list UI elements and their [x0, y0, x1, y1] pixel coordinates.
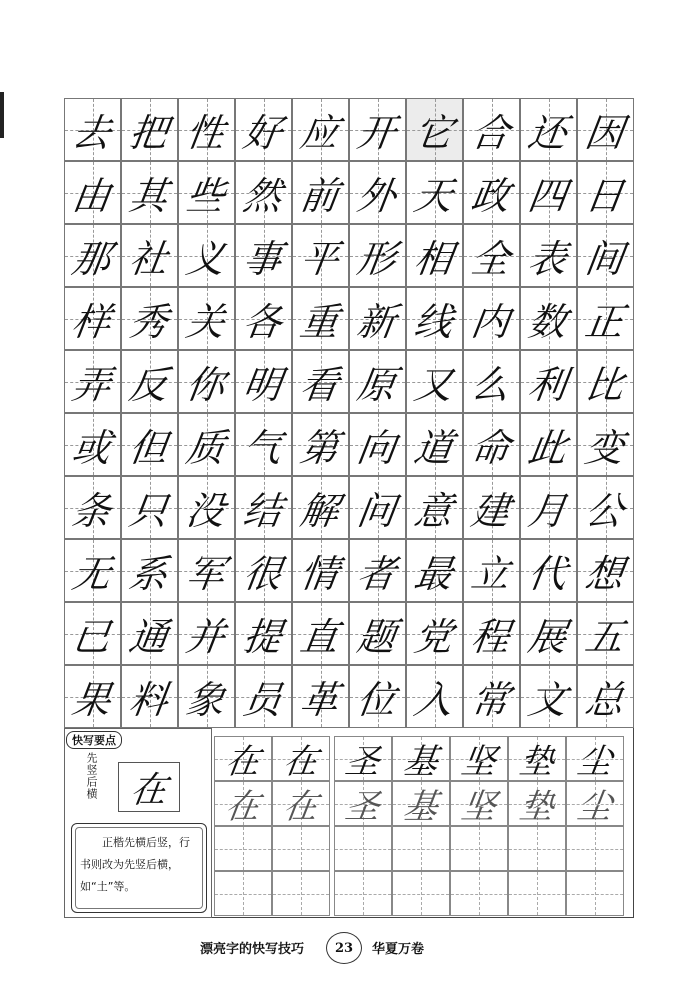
practice-char: 基 — [400, 742, 441, 782]
practice-char: 尘 — [574, 742, 615, 782]
grid-cell — [235, 413, 292, 476]
grid-char: 关 — [183, 300, 229, 344]
grid-char: 又 — [411, 363, 457, 407]
grid-cell — [121, 476, 178, 539]
grid-cell — [349, 539, 406, 602]
grid-cell — [577, 413, 634, 476]
grid-cell — [292, 665, 349, 728]
grid-cell — [178, 224, 235, 287]
grid-char: 气 — [240, 426, 286, 470]
grid-char: 公 — [582, 489, 628, 533]
grid-cell — [577, 161, 634, 224]
grid-char: 军 — [183, 552, 229, 596]
practice-row — [214, 736, 634, 781]
grid-cell — [406, 98, 463, 161]
grid-char: 义 — [183, 237, 229, 281]
grid-cell — [292, 287, 349, 350]
grid-char: 展 — [525, 615, 571, 659]
grid-char: 系 — [126, 552, 172, 596]
practice-cell — [272, 871, 330, 916]
practice-grid — [214, 736, 634, 918]
grid-char: 表 — [525, 237, 571, 281]
grid-char: 情 — [297, 552, 343, 596]
grid-cell — [349, 476, 406, 539]
grid-row — [64, 539, 634, 602]
practice-char: 圣 — [342, 787, 383, 827]
grid-cell — [406, 476, 463, 539]
grid-char: 好 — [240, 111, 286, 155]
grid-char: 建 — [468, 489, 514, 533]
grid-cell — [235, 350, 292, 413]
grid-char: 五 — [582, 615, 628, 659]
tip-rule: 先竖后横 — [85, 752, 98, 800]
grid-cell — [178, 602, 235, 665]
grid-char: 没 — [183, 489, 229, 533]
practice-char: 基 — [400, 787, 441, 827]
practice-cell — [392, 781, 450, 826]
grid-cell — [349, 287, 406, 350]
grid-cell — [292, 98, 349, 161]
practice-cell — [450, 781, 508, 826]
grid-cell — [178, 350, 235, 413]
grid-cell — [235, 224, 292, 287]
grid-cell — [406, 161, 463, 224]
grid-char: 利 — [525, 363, 571, 407]
grid-cell — [577, 476, 634, 539]
grid-char: 日 — [582, 174, 628, 218]
grid-cell — [178, 161, 235, 224]
grid-char: 果 — [69, 678, 115, 722]
grid-char: 题 — [354, 615, 400, 659]
grid-char: 看 — [297, 363, 343, 407]
grid-char: 你 — [183, 363, 229, 407]
grid-row — [64, 665, 634, 728]
grid-char: 开 — [354, 111, 400, 155]
grid-cell — [463, 350, 520, 413]
grid-char: 明 — [240, 363, 286, 407]
grid-cell — [121, 287, 178, 350]
grid-char: 线 — [411, 300, 457, 344]
grid-cell — [121, 665, 178, 728]
footer-title: 漂亮字的快写技巧 — [200, 942, 305, 957]
grid-char: 数 — [525, 300, 571, 344]
grid-cell — [349, 224, 406, 287]
grid-char: 只 — [126, 489, 172, 533]
grid-char: 结 — [240, 489, 286, 533]
grid-cell — [121, 350, 178, 413]
grid-cell — [349, 98, 406, 161]
grid-cell — [520, 602, 577, 665]
practice-char: 圣 — [342, 742, 383, 782]
practice-cell — [214, 781, 272, 826]
grid-cell — [292, 350, 349, 413]
grid-char: 员 — [240, 678, 286, 722]
tip-note-box — [71, 823, 207, 913]
grid-char: 还 — [525, 111, 571, 155]
grid-cell — [463, 413, 520, 476]
grid-char: 此 — [525, 426, 571, 470]
grid-char: 入 — [411, 678, 457, 722]
grid-char: 然 — [240, 174, 286, 218]
grid-char: 想 — [582, 552, 628, 596]
character-grid — [64, 98, 634, 728]
binding-mark — [0, 92, 4, 138]
practice-char: 在 — [280, 787, 321, 827]
grid-cell — [178, 665, 235, 728]
page-number: 23 — [326, 932, 362, 964]
grid-char: 已 — [69, 615, 115, 659]
grid-cell — [520, 539, 577, 602]
practice-cell — [566, 826, 624, 871]
grid-cell — [292, 602, 349, 665]
grid-char: 事 — [240, 237, 286, 281]
grid-cell — [520, 665, 577, 728]
grid-char: 重 — [297, 300, 343, 344]
grid-cell — [235, 539, 292, 602]
practice-cell — [272, 736, 330, 781]
tip-note-text: 正楷先横后竖，行书则改为先竖后横，如“土”等。 — [80, 836, 190, 893]
grid-cell — [64, 161, 121, 224]
grid-char: 政 — [468, 174, 514, 218]
grid-char: 内 — [468, 300, 514, 344]
grid-cell — [235, 476, 292, 539]
grid-row — [64, 287, 634, 350]
grid-cell — [577, 350, 634, 413]
grid-cell — [577, 287, 634, 350]
grid-cell — [235, 98, 292, 161]
grid-cell — [178, 413, 235, 476]
grid-cell — [121, 224, 178, 287]
grid-cell — [64, 350, 121, 413]
grid-char: 很 — [240, 552, 286, 596]
grid-cell — [292, 476, 349, 539]
grid-char: 全 — [468, 237, 514, 281]
practice-cell — [392, 736, 450, 781]
grid-cell — [292, 539, 349, 602]
grid-char: 者 — [354, 552, 400, 596]
grid-cell — [577, 665, 634, 728]
grid-cell — [406, 287, 463, 350]
grid-cell — [235, 287, 292, 350]
grid-cell — [64, 476, 121, 539]
grid-cell — [406, 539, 463, 602]
tip-tag: 快写要点 — [66, 731, 122, 749]
practice-cell — [214, 871, 272, 916]
grid-char: 直 — [297, 615, 343, 659]
grid-char: 前 — [297, 174, 343, 218]
grid-char: 四 — [525, 174, 571, 218]
practice-cell — [334, 826, 392, 871]
grid-cell — [577, 539, 634, 602]
grid-cell — [463, 224, 520, 287]
grid-char: 提 — [240, 615, 286, 659]
grid-char: 但 — [126, 426, 172, 470]
grid-char: 各 — [240, 300, 286, 344]
grid-char: 相 — [411, 237, 457, 281]
practice-cell — [334, 736, 392, 781]
grid-cell — [349, 350, 406, 413]
grid-cell — [520, 224, 577, 287]
grid-char: 命 — [468, 426, 514, 470]
practice-cell — [566, 781, 624, 826]
practice-cell — [508, 736, 566, 781]
grid-cell — [121, 539, 178, 602]
grid-cell — [349, 413, 406, 476]
grid-cell — [406, 602, 463, 665]
grid-cell — [64, 413, 121, 476]
grid-cell — [349, 665, 406, 728]
grid-cell — [520, 350, 577, 413]
grid-char: 原 — [354, 363, 400, 407]
grid-char: 常 — [468, 678, 514, 722]
grid-cell — [178, 287, 235, 350]
grid-char: 文 — [525, 678, 571, 722]
grid-char: 第 — [297, 426, 343, 470]
practice-cell — [392, 871, 450, 916]
practice-cell — [214, 736, 272, 781]
practice-cell — [334, 871, 392, 916]
grid-char: 外 — [354, 174, 400, 218]
grid-row — [64, 476, 634, 539]
grid-cell — [520, 161, 577, 224]
practice-char: 在 — [280, 742, 321, 782]
practice-cell — [508, 826, 566, 871]
practice-cell — [214, 826, 272, 871]
grid-char: 反 — [126, 363, 172, 407]
grid-char: 把 — [126, 111, 172, 155]
grid-row — [64, 161, 634, 224]
grid-char: 性 — [183, 111, 229, 155]
grid-char: 立 — [468, 552, 514, 596]
practice-cell — [508, 781, 566, 826]
grid-char: 料 — [126, 678, 172, 722]
grid-char: 合 — [468, 111, 514, 155]
practice-cell — [272, 781, 330, 826]
grid-cell — [64, 98, 121, 161]
grid-char: 总 — [582, 678, 628, 722]
grid-char: 弄 — [69, 363, 115, 407]
grid-char: 比 — [582, 363, 628, 407]
practice-char: 坚 — [458, 787, 499, 827]
grid-char: 程 — [468, 615, 514, 659]
grid-char: 革 — [297, 678, 343, 722]
grid-cell — [178, 98, 235, 161]
practice-cell — [566, 871, 624, 916]
grid-cell — [121, 161, 178, 224]
grid-cell — [406, 665, 463, 728]
grid-char: 月 — [525, 489, 571, 533]
grid-cell — [235, 665, 292, 728]
practice-cell — [272, 826, 330, 871]
grid-char: 应 — [297, 111, 343, 155]
grid-char: 象 — [183, 678, 229, 722]
grid-cell — [463, 161, 520, 224]
grid-cell — [64, 665, 121, 728]
grid-cell — [463, 539, 520, 602]
practice-cell — [392, 826, 450, 871]
grid-row — [64, 350, 634, 413]
grid-char: 最 — [411, 552, 457, 596]
grid-char: 道 — [411, 426, 457, 470]
grid-cell — [520, 98, 577, 161]
grid-cell — [292, 161, 349, 224]
practice-cell — [450, 736, 508, 781]
practice-row — [214, 871, 634, 916]
practice-char: 垫 — [516, 742, 557, 782]
grid-char: 变 — [582, 426, 628, 470]
grid-cell — [463, 602, 520, 665]
grid-char: 些 — [183, 174, 229, 218]
grid-cell — [121, 98, 178, 161]
grid-cell — [178, 476, 235, 539]
practice-row — [214, 826, 634, 871]
grid-cell — [520, 476, 577, 539]
grid-cell — [178, 539, 235, 602]
grid-cell — [406, 350, 463, 413]
grid-cell — [520, 287, 577, 350]
practice-char: 尘 — [574, 787, 615, 827]
grid-char: 平 — [297, 237, 343, 281]
grid-cell — [406, 413, 463, 476]
grid-char: 问 — [354, 489, 400, 533]
footer — [0, 930, 685, 966]
grid-char: 样 — [69, 300, 115, 344]
practice-cell — [566, 736, 624, 781]
grid-cell — [520, 413, 577, 476]
grid-cell — [121, 413, 178, 476]
grid-char: 形 — [354, 237, 400, 281]
tip-example-box — [118, 762, 180, 812]
grid-char: 间 — [582, 237, 628, 281]
practice-char: 在 — [222, 787, 263, 827]
grid-cell — [64, 287, 121, 350]
tip-example-char: 在 — [127, 769, 170, 811]
grid-row — [64, 224, 634, 287]
grid-char: 其 — [126, 174, 172, 218]
practice-cell — [450, 871, 508, 916]
grid-cell — [292, 413, 349, 476]
grid-char: 它 — [411, 111, 457, 155]
grid-char: 因 — [582, 111, 628, 155]
grid-cell — [406, 224, 463, 287]
grid-cell — [349, 602, 406, 665]
grid-char: 质 — [183, 426, 229, 470]
grid-char: 或 — [69, 426, 115, 470]
grid-char: 向 — [354, 426, 400, 470]
grid-char: 代 — [525, 552, 571, 596]
grid-row — [64, 98, 634, 161]
practice-char: 在 — [222, 742, 263, 782]
practice-row — [214, 781, 634, 826]
grid-char: 党 — [411, 615, 457, 659]
practice-cell — [334, 781, 392, 826]
grid-cell — [64, 602, 121, 665]
grid-char: 解 — [297, 489, 343, 533]
grid-char: 由 — [69, 174, 115, 218]
grid-cell — [463, 665, 520, 728]
grid-char: 社 — [126, 237, 172, 281]
grid-cell — [235, 161, 292, 224]
grid-char: 秀 — [126, 300, 172, 344]
grid-cell — [577, 98, 634, 161]
grid-char: 去 — [69, 111, 115, 155]
footer-publisher: 华夏万卷 — [372, 942, 425, 957]
grid-cell — [349, 161, 406, 224]
grid-cell — [463, 98, 520, 161]
grid-cell — [463, 476, 520, 539]
grid-char: 并 — [183, 615, 229, 659]
grid-row — [64, 602, 634, 665]
practice-char: 坚 — [458, 742, 499, 782]
grid-char: 位 — [354, 678, 400, 722]
grid-char: 新 — [354, 300, 400, 344]
grid-cell — [463, 287, 520, 350]
grid-row — [64, 413, 634, 476]
grid-char: 天 — [411, 174, 457, 218]
practice-cell — [450, 826, 508, 871]
grid-char: 那 — [69, 237, 115, 281]
grid-cell — [577, 224, 634, 287]
grid-cell — [64, 539, 121, 602]
practice-cell — [508, 871, 566, 916]
grid-cell — [64, 224, 121, 287]
grid-cell — [577, 602, 634, 665]
grid-char: 正 — [582, 300, 628, 344]
grid-char: 意 — [411, 489, 457, 533]
grid-char: 通 — [126, 615, 172, 659]
practice-char: 垫 — [516, 787, 557, 827]
grid-cell — [292, 224, 349, 287]
grid-char: 条 — [69, 489, 115, 533]
grid-cell — [121, 602, 178, 665]
grid-char: 么 — [468, 363, 514, 407]
grid-cell — [235, 602, 292, 665]
grid-char: 无 — [69, 552, 115, 596]
